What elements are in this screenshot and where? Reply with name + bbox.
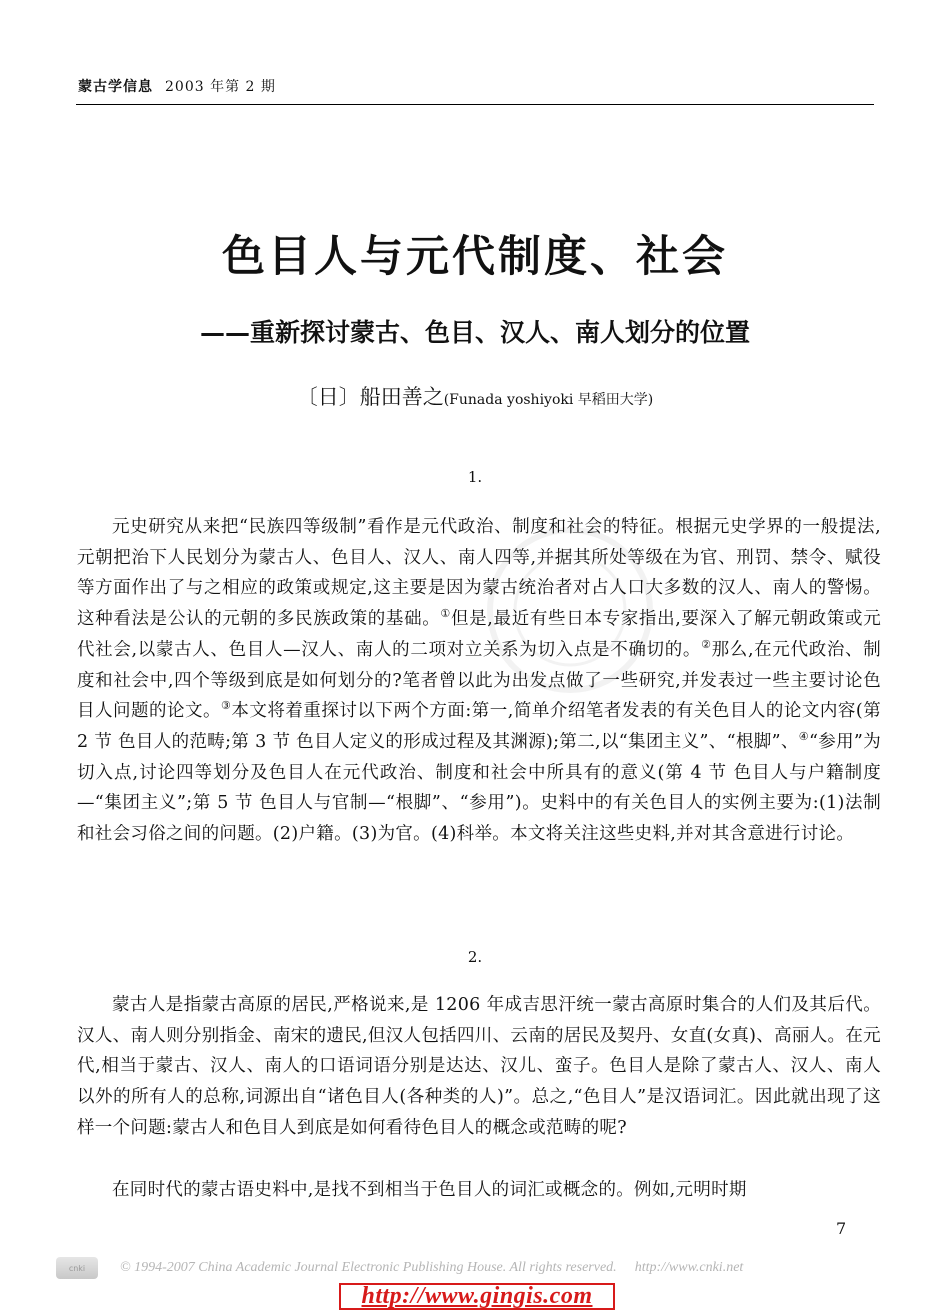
running-header <box>78 76 878 96</box>
copyright-notice: © 1994-2007 China Academic Journal Electronic Publishing House. All rights reserved. http://www.cnki.net <box>120 1260 744 1275</box>
body-paragraph: 蒙古人是指蒙古高原的居民,严格说来,是 1206 年成吉思汗统一蒙古高原时集合的人们及其后代。汉人、南人则分别指金、南宋的遗民,但汉人包括四川、云南的居民及契丹、女直(女真)、高丽人。在元代,相当于蒙古、汉人、南人的口语词语分别是达达、汉儿、蛮子。色目人是除了蒙古人、汉人、南人以外的所有人的总称,词源出自“诸色目人(各种类的人)”。总之,“色目人”是汉语词汇。因此就出现了这样一个问题:蒙古人和色目人到底是如何看待色目人的概念或范畴的呢? <box>77 995 881 1138</box>
page-number: 7 <box>836 1219 847 1238</box>
author-name: 〔日〕船田善之 <box>296 385 444 409</box>
footer <box>56 1256 886 1280</box>
cnki-logo: cnki <box>56 1257 98 1279</box>
article-title: 色目人与元代制度、社会 <box>222 232 728 282</box>
footnote-marker[interactable]: ① <box>440 607 451 621</box>
journal-name: 蒙古学信息 <box>78 79 153 95</box>
body-paragraph: 元史研究从来把“民族四等级制”看作是元代政治、制度和社会的特征。根据元史学界的一般提法,元朝把治下人民划分为蒙古人、色目人、汉人、南人四等,并据其所处等级在为官、刑罚、禁令、赋役等方面作出了与之相应的政策或规定,这主要是因为蒙古统治者对占人口大多数的汉人、南人的警惕。这种看法是公认的元朝的多民族政策的基础。①但是,最近有些日本专家指出,要深入了解元朝政策或元代社会,以蒙古人、色目人—汉人、南人的二项对立关系为切入点是不确切的。②那么,在元代政治、制度和社会中,四个等级到底是如何划分的?笔者曾以此为出发点做了一些研究,并发表过一些主要讨论色目人问题的论文。③本文将着重探讨以下两个方面:第一,简单介绍笔者发表的有关色目人的论文内容(第 2 节 色目人的范畴;第 3 节 色目人定义的形成过程及其渊源);第二,以“集团主义”、“根脚”、④“参用”为切入点,讨论四等划分及色目人在元代政治、制度和社会中所具有的意义(第 4 节 色目人与户籍制度—“集团主义”;第 5 节 色目人与官制—“根脚”、“参用”)。史料中的有关色目人的实例主要为:(1)法制和社会习俗之间的问题。(2)户籍。(3)为官。(4)科举。本文将关注这些史料,并对其含意进行讨论。 <box>77 517 882 845</box>
header-rule <box>76 104 874 105</box>
section-number: 2. <box>467 948 483 966</box>
footnote-marker[interactable]: ④ <box>798 730 809 744</box>
cnki-link[interactable]: http://www.cnki.net <box>634 1260 744 1275</box>
footnote-marker[interactable]: ② <box>701 637 712 651</box>
author-affiliation: (Funada yoshiyoki 早稻田大学) <box>443 392 654 408</box>
author-line <box>0 381 950 411</box>
issue-number: 2003 年第 2 期 <box>165 79 276 95</box>
section-number: 1. <box>467 468 483 486</box>
body-paragraph: 在同时代的蒙古语史料中,是找不到相当于色目人的词汇或概念的。例如,元明时期 <box>112 1180 747 1200</box>
footnote-marker[interactable]: ③ <box>221 699 232 713</box>
gingis-watermark <box>339 1283 615 1310</box>
watermark-link[interactable]: http://www.gingis.com <box>361 1283 593 1309</box>
article-subtitle: ——重新探讨蒙古、色目、汉人、南人划分的位置 <box>199 318 750 347</box>
